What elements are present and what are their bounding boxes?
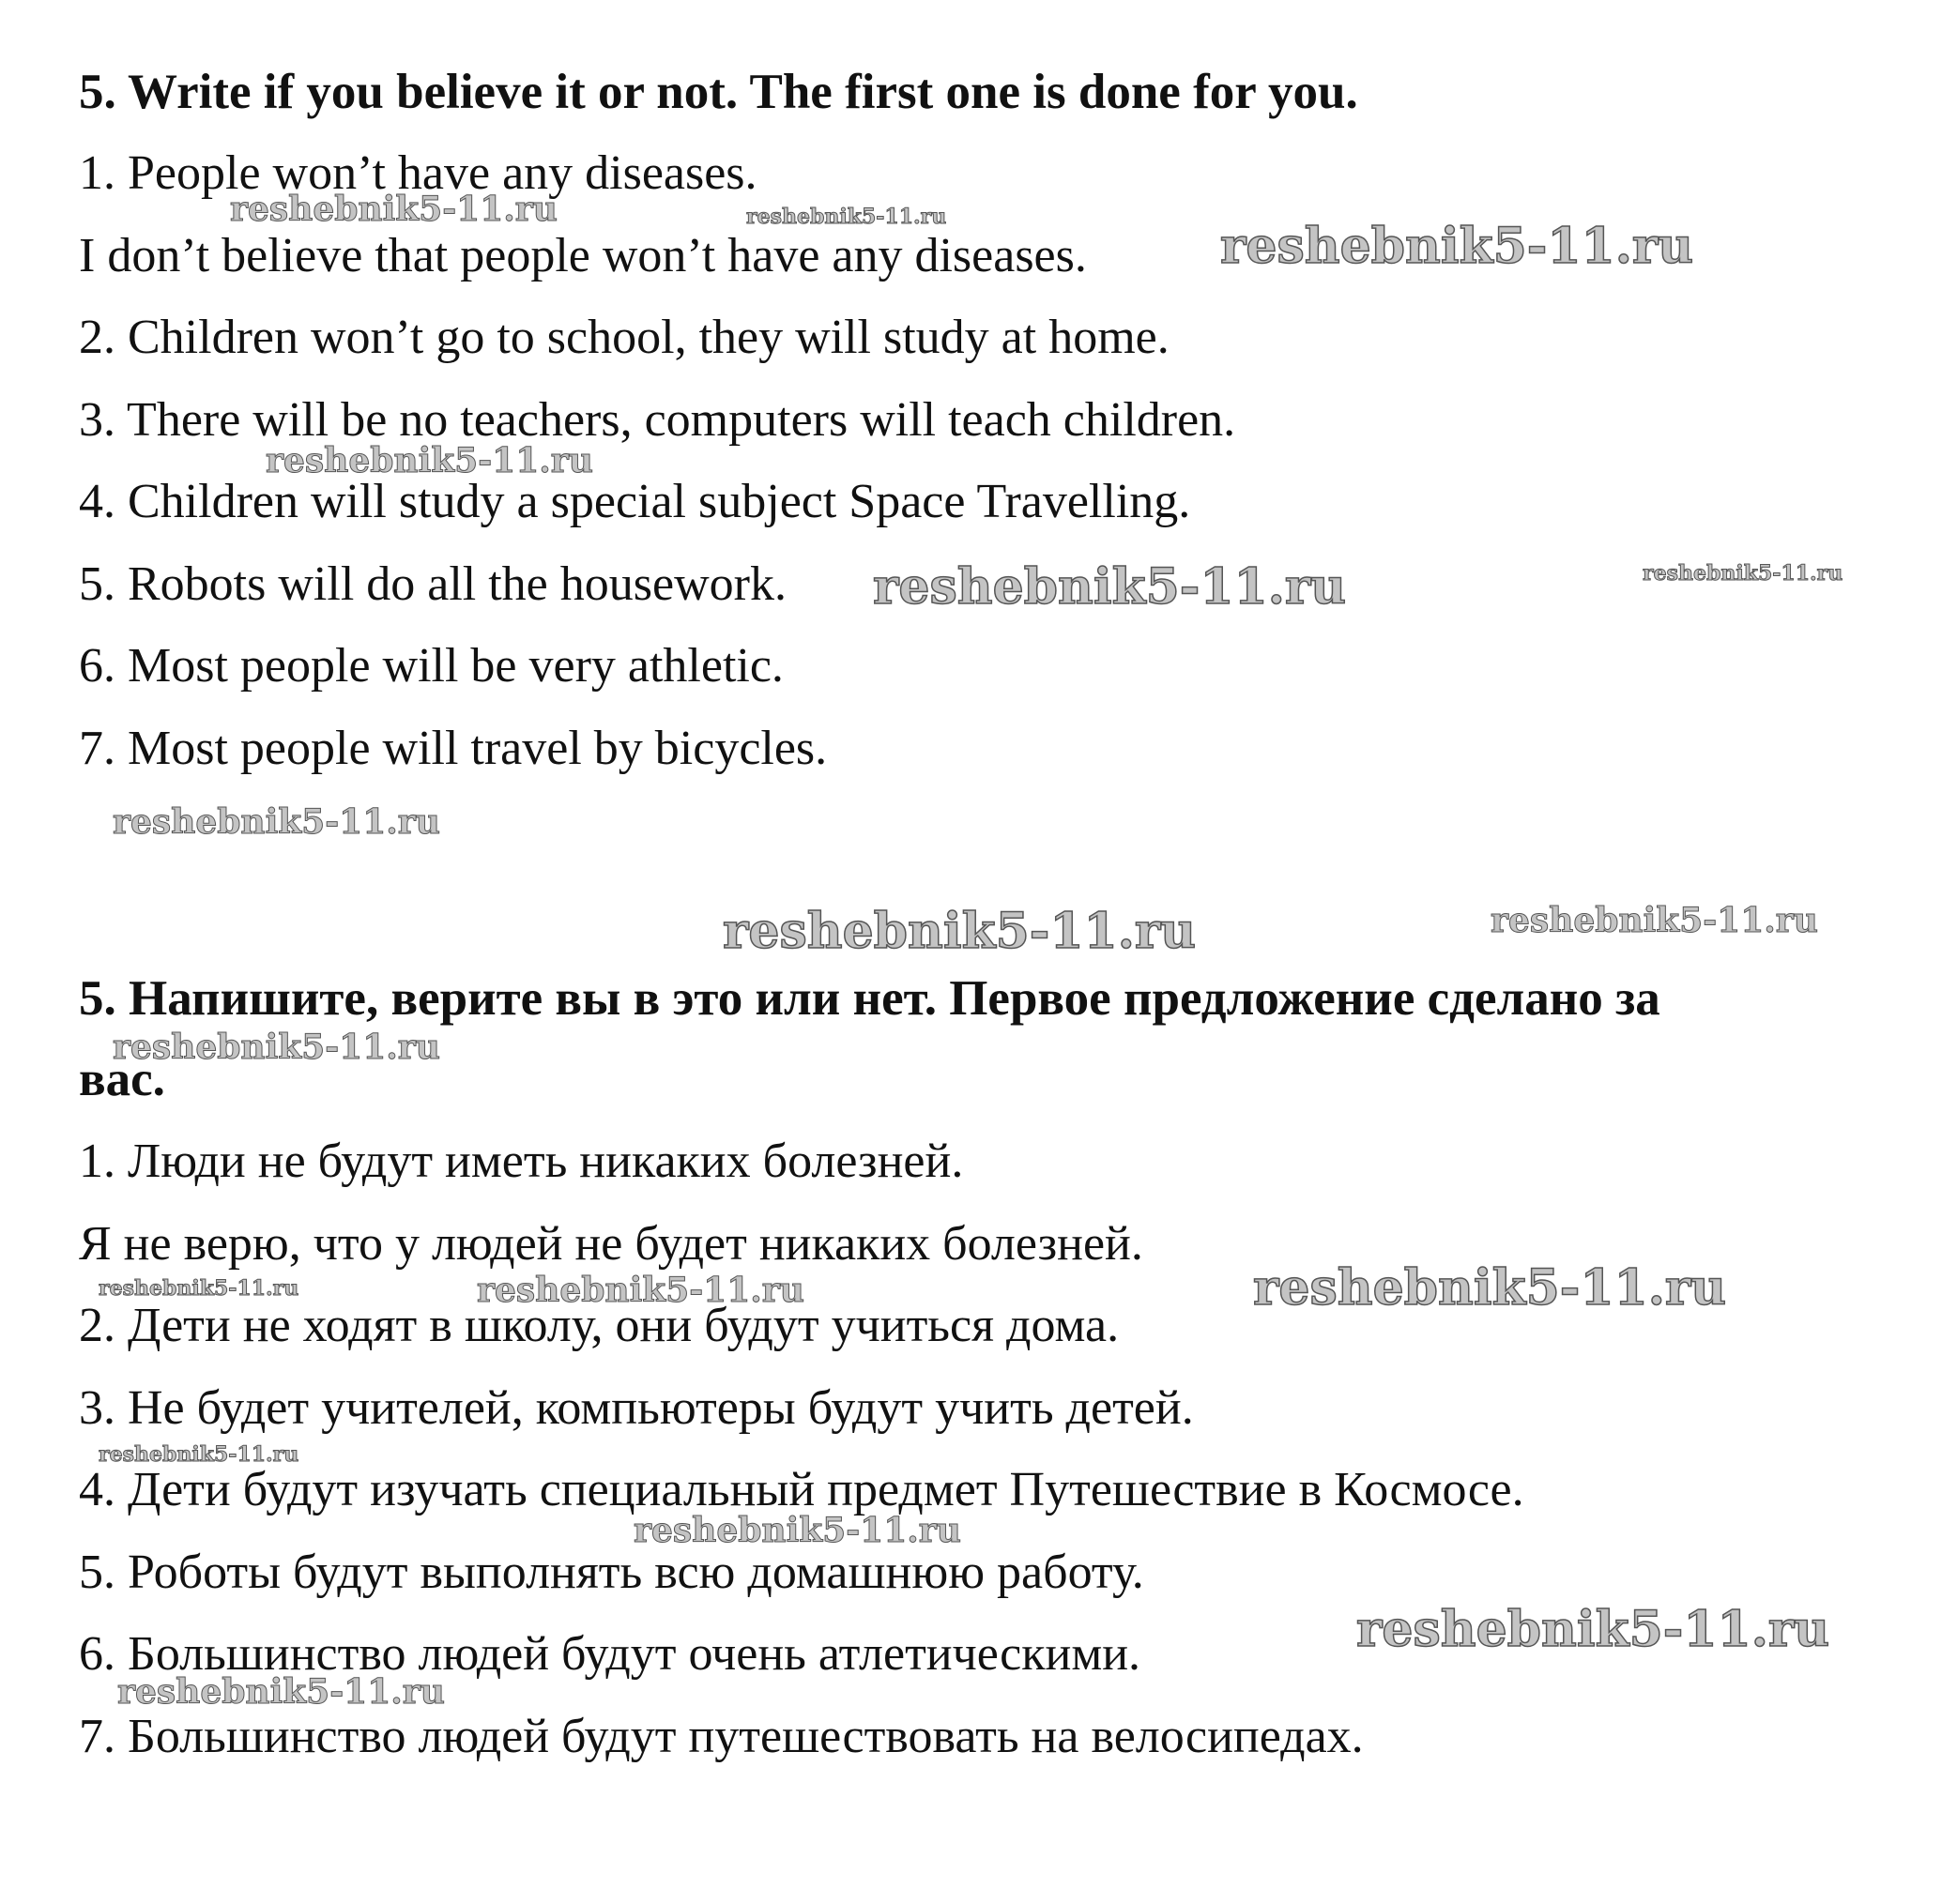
ru-example-answer: Я не верю, что у людей не будет никаких болезней. — [79, 1217, 1143, 1271]
exercise-heading-ru-line2: вас. — [79, 1052, 165, 1106]
watermark-logo: reshebnik5-11.ru — [746, 205, 947, 229]
en-line-6: 6. Most people will be very athletic. — [79, 639, 784, 693]
watermark-logo: reshebnik5-11.ru — [99, 1442, 299, 1467]
ru-line-3: 3. Не будет учителей, компьютеры будут учить детей. — [79, 1381, 1194, 1435]
ru-line-4: 4. Дети будут изучать специальный предмет Путешествие в Космосе. — [79, 1463, 1524, 1516]
watermark-logo: reshebnik5-11.ru — [723, 903, 1197, 960]
watermark-logo: reshebnik5-11.ru — [1356, 1601, 1830, 1658]
exercise-heading-en: 5. Write if you believe it or not. The first one is done for you. — [79, 65, 1358, 119]
watermark-logo: reshebnik5-11.ru — [1643, 561, 1843, 586]
en-line-2: 2. Children won’t go to school, they will study at home. — [79, 311, 1170, 364]
ru-line-2: 2. Дети не ходят в школу, они будут учиться дома. — [79, 1299, 1120, 1352]
en-line-7: 7. Most people will travel by bicycles. — [79, 722, 828, 775]
en-line-5: 5. Robots will do all the housework. — [79, 557, 787, 611]
exercise-heading-ru-line1: 5. Напишите, верите вы в это или нет. Первое предложение сделано за — [79, 971, 1660, 1026]
watermark-logo: reshebnik5-11.ru — [117, 1672, 445, 1712]
watermark-logo: reshebnik5-11.ru — [634, 1511, 961, 1550]
ru-line-1: 1. Люди не будут иметь никаких болезней. — [79, 1135, 964, 1188]
watermark-logo: reshebnik5-11.ru — [113, 802, 440, 842]
watermark-logo: reshebnik5-11.ru — [1491, 901, 1818, 940]
ru-line-5: 5. Роботы будут выполнять всю домашнюю работу. — [79, 1546, 1144, 1599]
ru-line-7: 7. Большинство людей будут путешествовать на велосипедах. — [79, 1710, 1364, 1763]
watermark-logo: reshebnik5-11.ru — [477, 1271, 804, 1310]
en-line-4: 4. Children will study a special subject Space Travelling. — [79, 475, 1191, 528]
en-line-3: 3. There will be no teachers, computers will teach children. — [79, 393, 1236, 447]
en-line-1: 1. People won’t have any diseases. — [79, 146, 757, 200]
en-example-answer: I don’t believe that people won’t have any diseases. — [79, 229, 1087, 282]
watermark-logo: reshebnik5-11.ru — [113, 1028, 440, 1067]
ru-line-6: 6. Большинство людей будут очень атлетическими. — [79, 1627, 1141, 1681]
watermark-logo: reshebnik5-11.ru — [1253, 1259, 1727, 1317]
watermark-logo: reshebnik5-11.ru — [266, 441, 593, 480]
watermark-logo: reshebnik5-11.ru — [1220, 218, 1694, 275]
watermark-logo: reshebnik5-11.ru — [99, 1276, 299, 1301]
watermark-logo: reshebnik5-11.ru — [873, 558, 1347, 616]
watermark-logo: reshebnik5-11.ru — [230, 190, 558, 229]
